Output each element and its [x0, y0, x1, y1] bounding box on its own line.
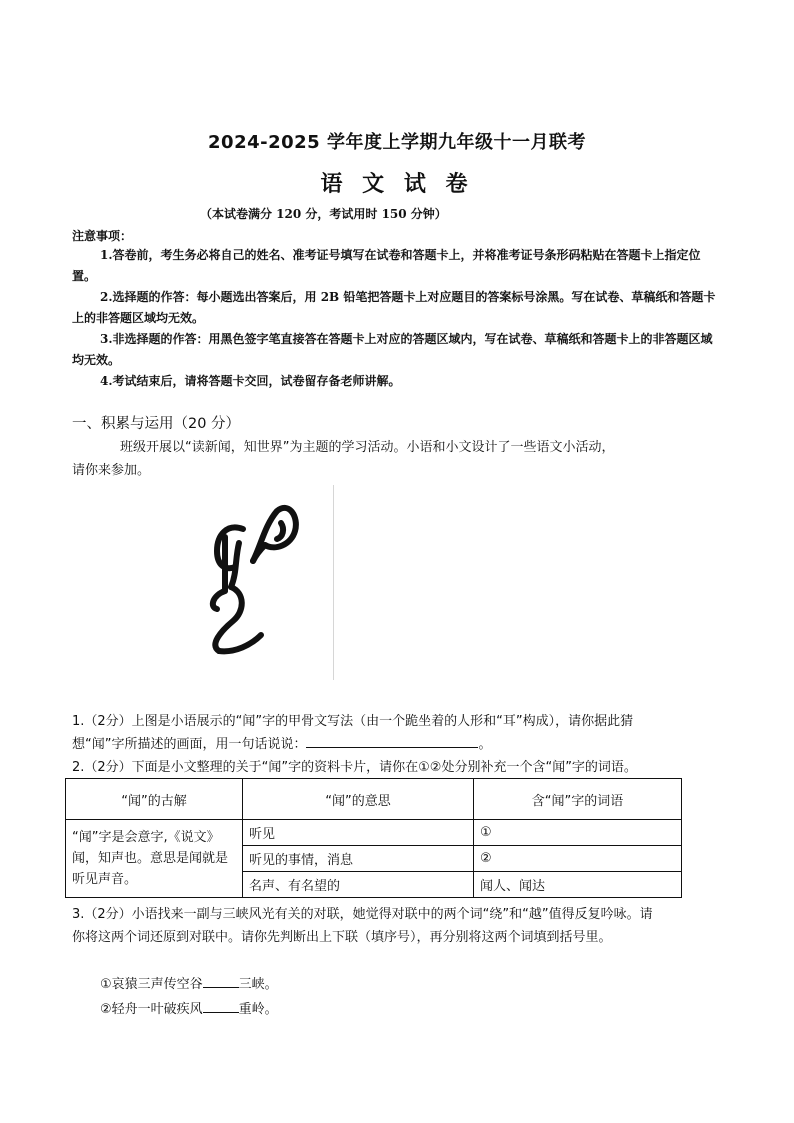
section-intro	[72, 436, 722, 482]
table-row	[66, 820, 682, 846]
notice-item: 4.考试结束后，请将答题卡交回，试卷留存备老师讲解。	[100, 374, 401, 388]
notice-item: 1.答卷前，考生务必将自己的姓名、准考证号填写在试卷和答题卡上，并将准考证号条形码粘贴在答题卡上指定位置。	[72, 248, 701, 283]
couplet-text: ②轻舟一叶破疾风	[100, 1002, 203, 1017]
table-header: “闻”的意思	[243, 779, 474, 820]
word-cell[interactable]: ②	[474, 846, 682, 872]
exam-subject: 语 文 试 卷	[320, 172, 474, 197]
notice-list	[72, 245, 722, 392]
table-header: “闻”的古解	[66, 779, 243, 820]
notice-item: 3.非选择题的作答：用黑色签字笔直接答在答题卡上对应的答题区域内，写在试卷、草稿纸和答题卡上的非答题区域均无效。	[72, 332, 713, 367]
exam-meta: （本试卷满分 120 分，考试用时 150 分钟）	[200, 207, 447, 221]
exam-title: 2024-2025 学年度上学期九年级十一月联考	[208, 132, 586, 153]
couplet-text: 三峡。	[238, 977, 278, 992]
question-2-text: 2.（2分）下面是小文整理的关于“闻”字的资料卡片，请你在①②处分别补充一个含“闻”字的词语。	[72, 760, 637, 775]
question-1-prompt: 想“闻”字所描述的画面，用一句话说说：	[72, 737, 307, 752]
question-1-end: 。	[478, 737, 492, 752]
ancient-meaning-cell: “闻”字是会意字,《说文》闻，知声也。意思是闻就是听见声音。	[66, 820, 243, 898]
meaning-cell: 听见的事情，消息	[243, 846, 474, 872]
couplet-line-1	[100, 973, 278, 992]
intro-line: 班级开展以“读新闻，知世界”为主题的学习活动。小语和小文设计了一些语文小活动，	[120, 440, 615, 455]
couplet-text: ①哀猿三声传空谷	[100, 977, 203, 992]
meaning-cell: 名声、有名望的	[243, 872, 474, 898]
word-cell: 闻人、闻达	[474, 872, 682, 898]
intro-line: 请你来参加。	[72, 463, 151, 478]
meaning-cell: 听见	[243, 820, 474, 846]
couplet-blank[interactable]	[203, 973, 239, 988]
question-1-line2	[72, 733, 724, 756]
couplet-text: 重岭。	[238, 1002, 278, 1017]
answer-blank[interactable]	[306, 733, 478, 748]
question-1-text: 1.（2分）上图是小语展示的“闻”字的甲骨文写法（由一个跪坐着的人形和“耳”构成），请你据此猜	[72, 714, 634, 729]
notice-item: 2.选择题的作答：每小题选出答案后，用 2B 铅笔把答题卡上对应题目的答案标号涂黑。写在试卷、草稿纸和答题卡上的非答题区域均无效。	[72, 290, 716, 325]
couplet-blank[interactable]	[203, 998, 239, 1013]
question-3-text: 你将这两个词还原到对联中。请你先判断出上下联（填序号），再分别将这两个词填到括号里。	[72, 930, 612, 945]
couplet-line-2	[100, 998, 278, 1017]
question-3-text: 3.（2分）小语找来一副与三峡风光有关的对联，她觉得对联中的两个词“绕”和“越”值得反复吟咏。请	[72, 907, 653, 922]
section-heading: 一、积累与运用（20 分）	[72, 416, 241, 432]
word-card-table	[65, 778, 682, 898]
image-divider	[333, 485, 334, 680]
oracle-bone-glyph-image	[195, 495, 310, 665]
notice-heading: 注意事项：	[72, 229, 133, 243]
table-header: 含“闻”字的词语	[474, 779, 682, 820]
word-cell[interactable]: ①	[474, 820, 682, 846]
question-3	[72, 903, 724, 949]
question-1	[72, 710, 724, 756]
table-header-row	[66, 779, 682, 820]
